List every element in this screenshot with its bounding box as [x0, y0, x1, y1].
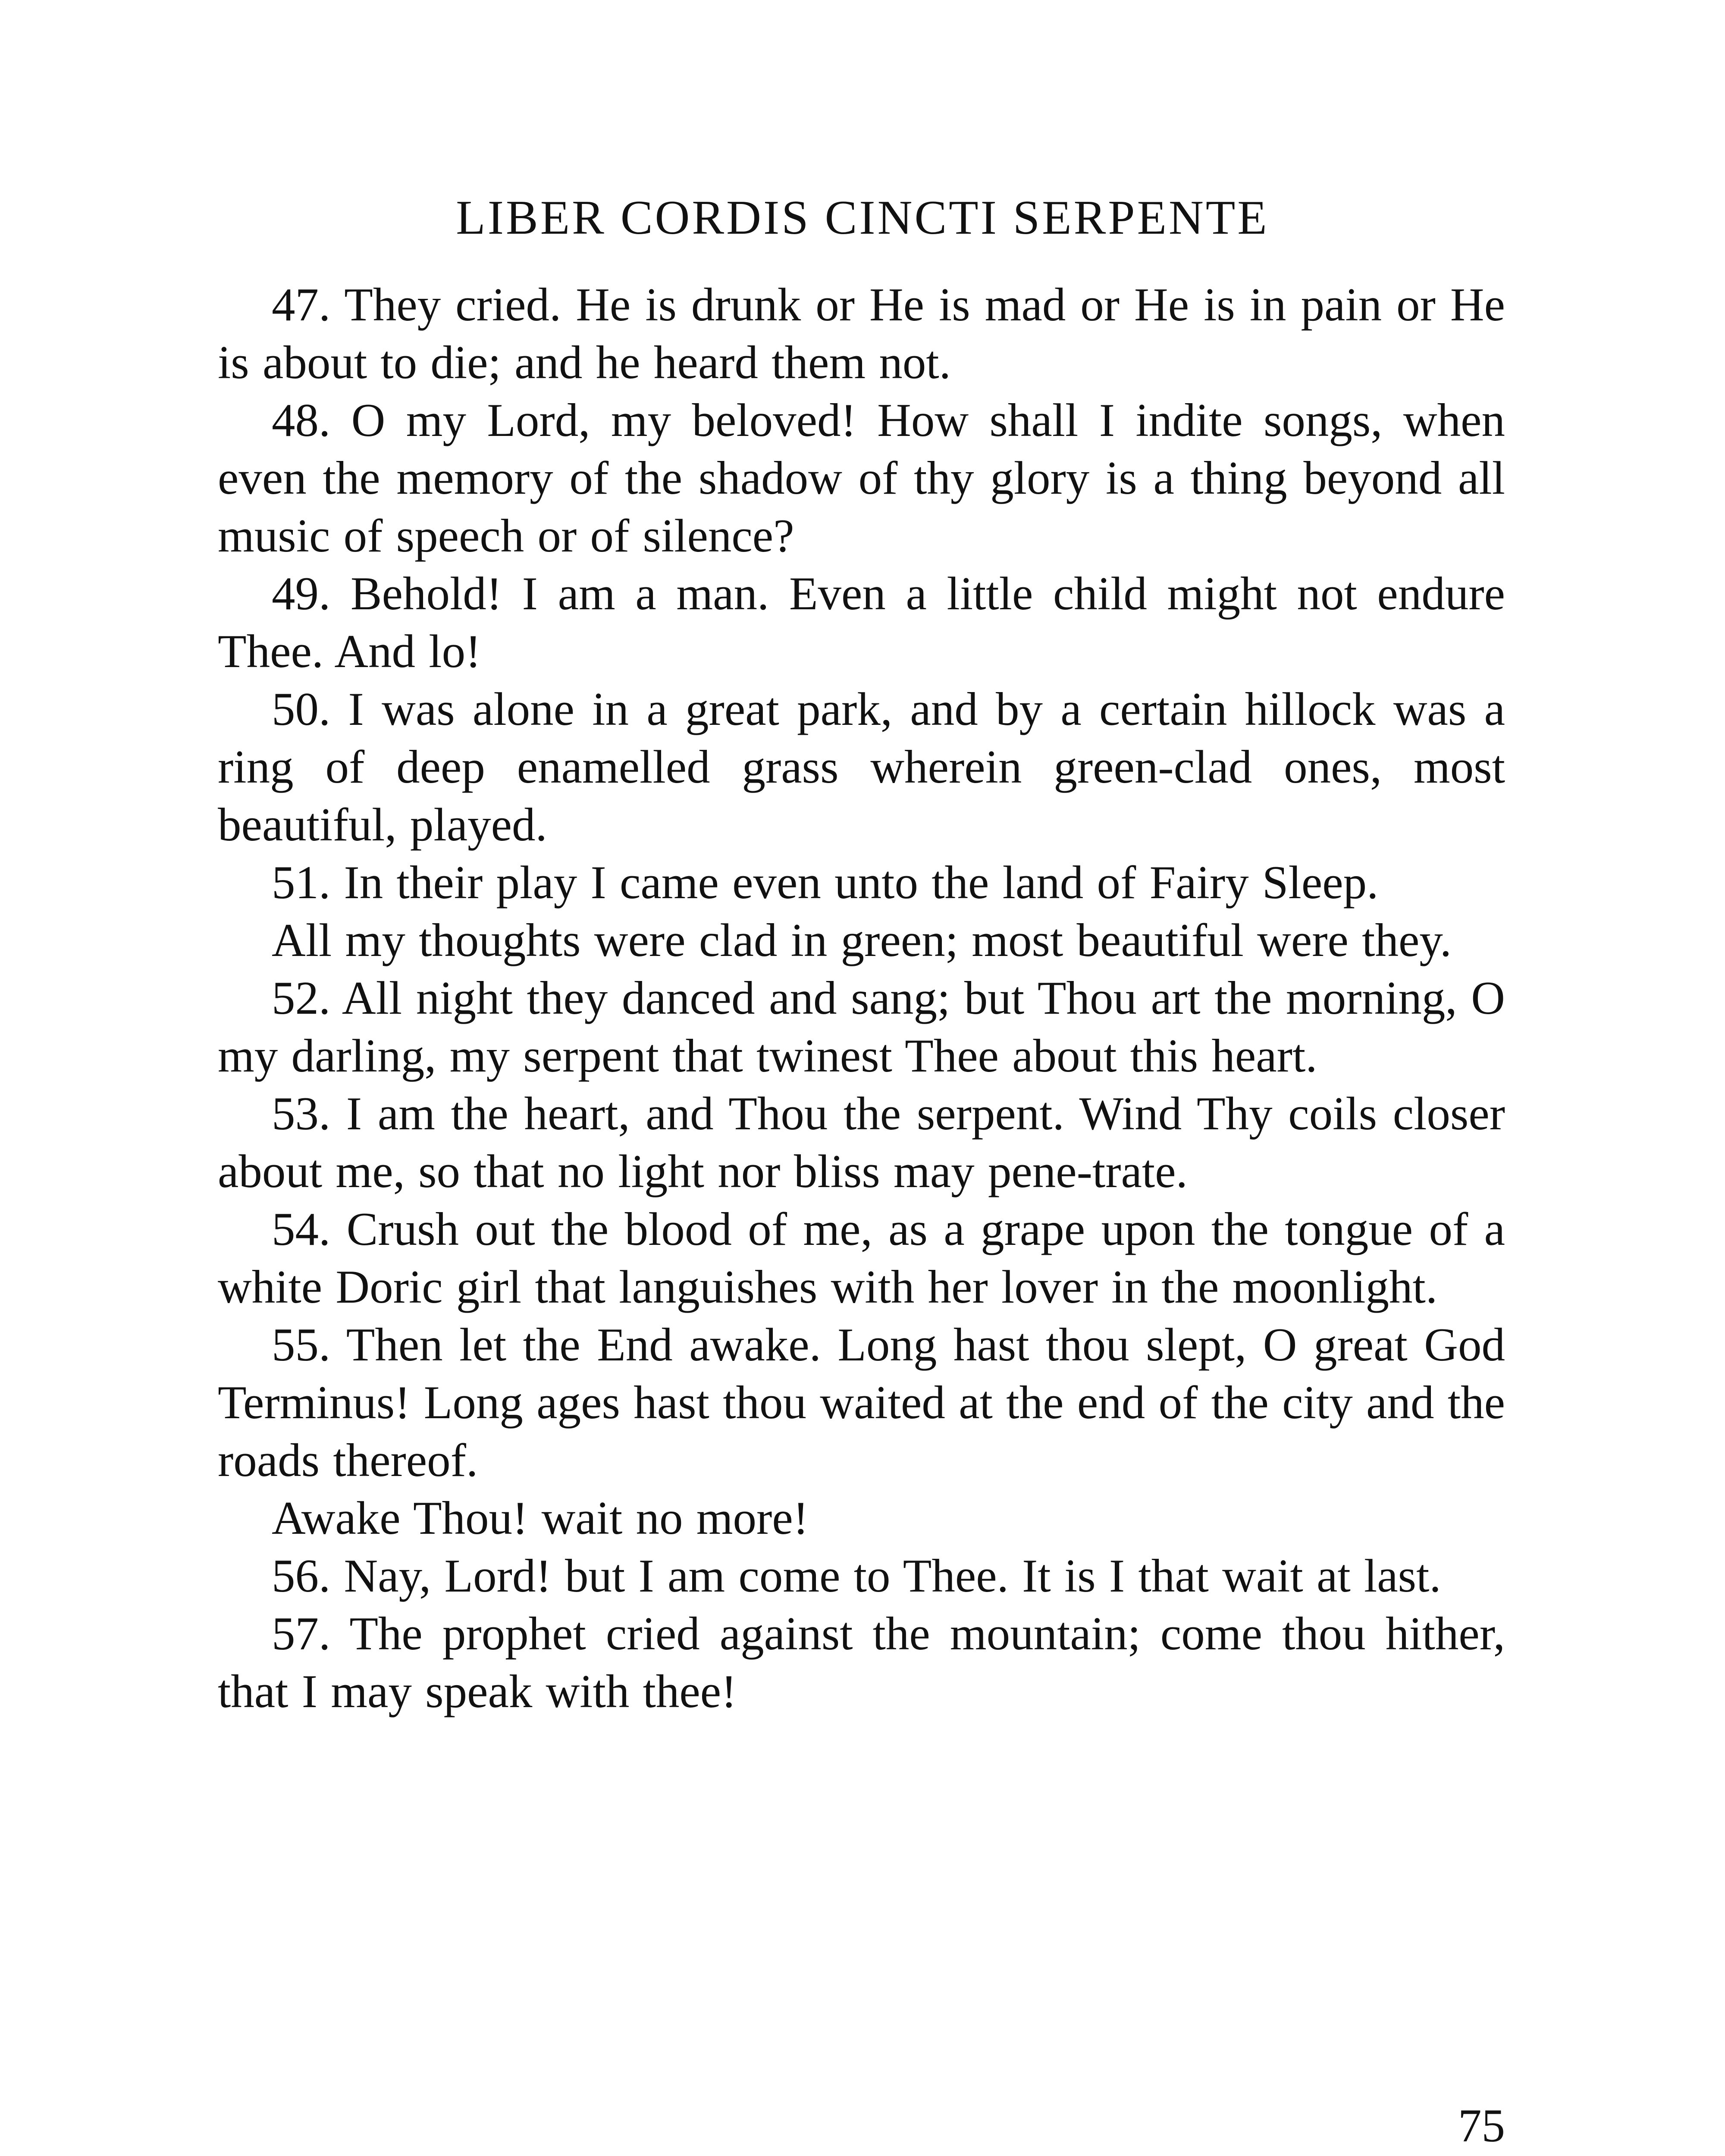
verse-56: 56. Nay, Lord! but I am come to Thee. It is I that wait at last. — [272, 1550, 1441, 1602]
verse-48: 48. O my Lord, my beloved! How shall I indite songs, when even the memory of the shadow of thy glory is a thing beyond all music of speech or of silence? — [218, 394, 1505, 562]
verse-51: 51. In their play I came even unto the land of Fairy Sleep. — [272, 856, 1379, 909]
verse-55: 55. Then let the End awake. Long hast thou slept, O great God Terminus! Long ages hast thou waited at the end of the city and the roads thereof. — [218, 1319, 1505, 1486]
verse-47: 47. They cried. He is drunk or He is mad or He is in pain or He is about to die; and he heard them not. — [218, 279, 1505, 389]
verse-50: 50. I was alone in a great park, and by a certain hillock was a ring of deep enamelled grass wherein green-clad ones, most beautiful, played. — [218, 683, 1505, 851]
verse-51-continuation: All my thoughts were clad in green; most beautiful were they. — [272, 914, 1452, 966]
verse-52: 52. All night they danced and sang; but Thou art the morning, O my darling, my serpent that twinest Thee about this heart. — [218, 972, 1505, 1082]
verse-55-continuation: Awake Thou! wait no more! — [272, 1492, 809, 1544]
running-head: LIBER CORDIS CINCTI SERPENTE — [456, 191, 1269, 244]
verse-54: 54. Crush out the blood of me, as a grape upon the tongue of a white Doric girl that languishes with her lover in the moonlight. — [218, 1203, 1505, 1313]
verse-text-block — [218, 276, 1505, 1720]
verse-53: 53. I am the heart, and Thou the serpent. Wind Thy coils closer about me, so that no light nor bliss may pene-trate. — [218, 1087, 1505, 1197]
verse-57: 57. The prophet cried against the mountain; come thou hither, that I may speak with thee! — [218, 1608, 1505, 1717]
verse-49: 49. Behold! I am a man. Even a little child might not endure Thee. And lo! — [218, 567, 1505, 677]
page-number: 75 — [1458, 2100, 1505, 2152]
